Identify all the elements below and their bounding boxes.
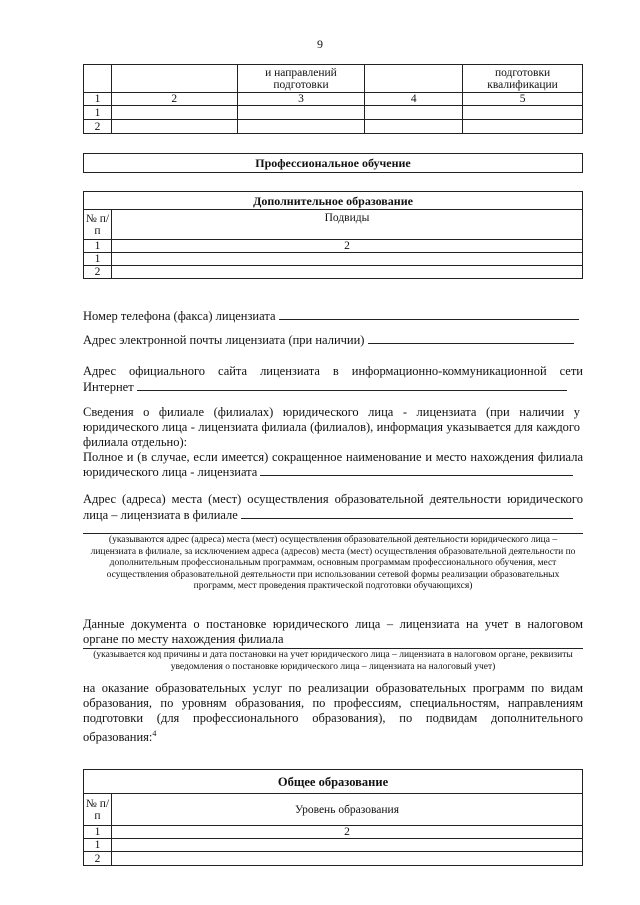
address-1: Адрес (адреса) места (мест) осуществления образовательной деятельности юридического: [83, 492, 583, 506]
general-col1-header: № п/п: [84, 794, 112, 826]
row-number: 1: [84, 253, 112, 266]
page-number: 9: [317, 37, 323, 51]
row-number: 2: [84, 266, 112, 279]
branch-name-2: юридического лица - лицензиата: [83, 465, 258, 479]
col-number: 4: [365, 93, 463, 106]
email-label: Адрес электронной почты лицензиата (при наличии): [83, 333, 365, 347]
table-row: [84, 266, 583, 279]
separator-line: [83, 533, 583, 534]
tax-note: (указывается код причины и дата постановки на учет юридического лица – лицензиата в налоговом органе, реквизиты уведомления о постановке юридического лица – лицензиата на налоговый учет): [93, 650, 573, 672]
general-title: Общее образование: [84, 770, 583, 794]
site-field[interactable]: [137, 379, 567, 391]
site-label-2: Интернет: [83, 380, 134, 394]
row-number: 2: [84, 120, 112, 134]
top-table: [83, 64, 583, 134]
col-number: 1: [84, 93, 112, 106]
phone-field[interactable]: [279, 308, 579, 320]
col-number: 2: [111, 93, 237, 106]
header-col5: подготовки квалификации: [463, 65, 583, 93]
dop-col1-header: № п/п: [84, 210, 112, 240]
branch-name-field[interactable]: [260, 464, 573, 476]
dop-table: [83, 191, 583, 279]
col-number: 1: [84, 826, 112, 839]
header-col3: и направлений подготовки: [237, 65, 365, 93]
tax-text: Данные документа о постановке юридического лица – лицензиата на учет в налоговом органе по месту нахождения филиала: [83, 617, 583, 646]
general-table: [83, 769, 583, 866]
email-field[interactable]: [368, 332, 574, 344]
services-text: на оказание образовательных услуг по реализации образовательных программ по видам образования, по уровням образования, по профессиям, специальностям, направлениям подготовки (для профессионального образования), по подвидам дополнительного образования:$^4$: [83, 681, 583, 745]
separator-line: [83, 648, 583, 649]
address-field[interactable]: [241, 507, 573, 519]
site-label-1: Адрес официального сайта лицензиата в информационно-коммуникационной сети: [83, 364, 583, 378]
col-number: 2: [111, 826, 582, 839]
col-number: 5: [463, 93, 583, 106]
col-number: 3: [237, 93, 365, 106]
row-number: 2: [84, 852, 112, 866]
table-row: [84, 852, 583, 866]
dop-col2-header: Подвиды: [111, 210, 582, 240]
prof-training-title: Профессиональное обучение: [83, 153, 583, 173]
branch-name-1: Полное и (в случае, если имеется) сокращенное наименование и место нахождения филиала: [83, 450, 583, 464]
address-2: лица – лицензиата в филиале: [83, 508, 238, 522]
phone-label: Номер телефона (факса) лицензиата: [83, 309, 276, 323]
table-row: [84, 253, 583, 266]
footnote-mark: 4: [152, 729, 157, 738]
col-number: 1: [84, 240, 112, 253]
dop-title: Дополнительное образование: [84, 192, 583, 210]
address-note: (указываются адрес (адреса) места (мест) осуществления образовательной деятельности юридического лица – лицензиата в филиале, за исключением адреса (адресов) места (мест) осуществления образовательной деятельности по дополнительным профессиональным программам, основным программам профессионального обучения, мест осуществления образовательной деятельности при использовании сетевой формы реализации образовательных программ, мест проведения практической подготовки обучающихся): [90, 535, 576, 591]
table-row: [84, 120, 583, 134]
row-number: 1: [84, 839, 112, 852]
col-number: 2: [111, 240, 582, 253]
table-row: [84, 839, 583, 852]
general-col2-header: Уровень образования: [111, 794, 582, 826]
row-number: 1: [84, 106, 112, 120]
table-row: [84, 106, 583, 120]
branch-text: Сведения о филиале (филиалах) юридического лица - лицензиата (при наличии у юридического лица - лицензиата филиала (филиалов), информация указывается для каждого филиала отдельно):: [83, 405, 580, 449]
